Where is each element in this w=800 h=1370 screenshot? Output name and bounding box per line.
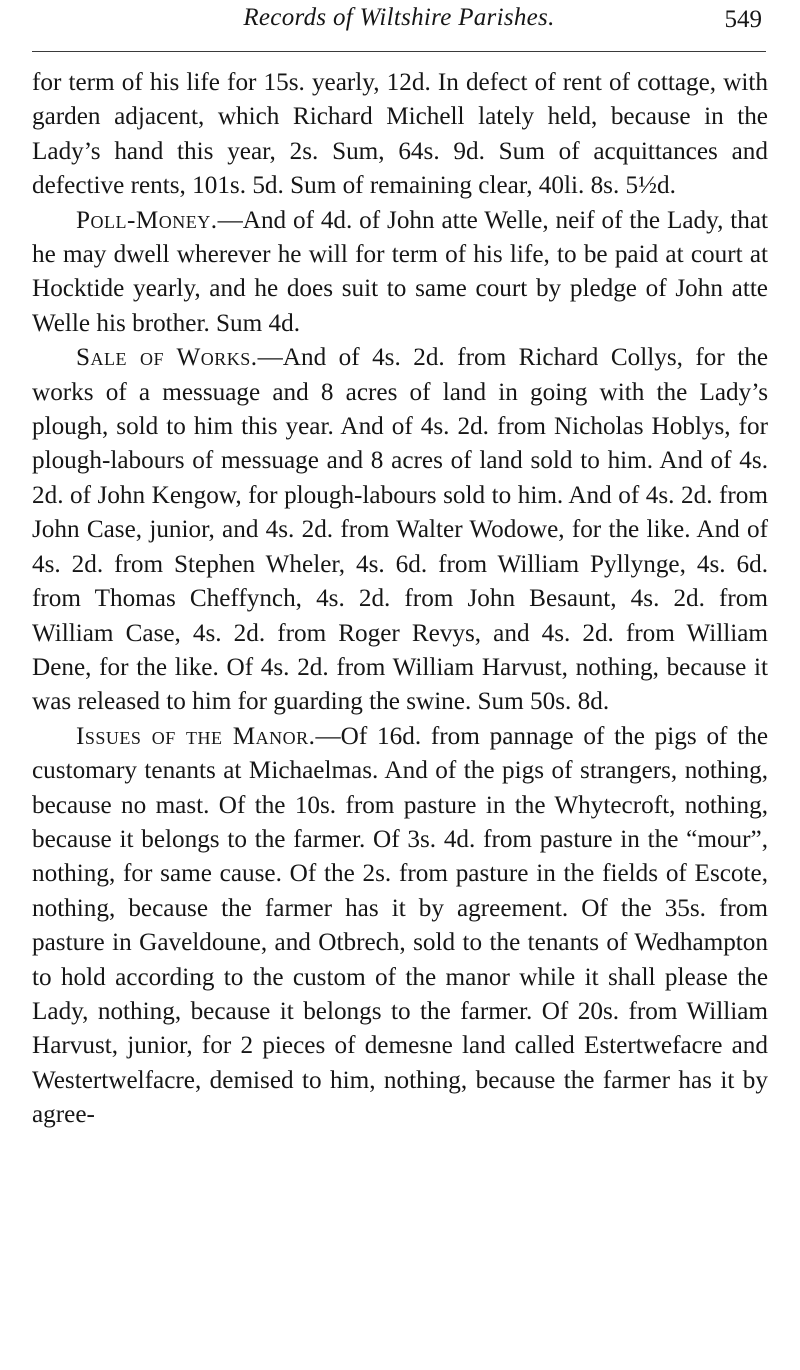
paragraph-text: for term of his life for 15s. yearly, 12d. In defect of rent of cottage, with garden adjacent, which Richard Michell lately held, because in the Lady’s hand this year, 2s. Sum, 64s. 9d. Sum of acquittances and defective rents, 101s. 5d. Sum of remaining clear, 40li. 8s. 5½d. — [32, 69, 768, 200]
section-heading-sale-of-works: Sale of Works. — [76, 344, 258, 372]
paragraph-text: —Of 16d. from pannage of the pigs of the customary tenants at Michaelmas. And of the pigs of strangers, nothing, because no mast. Of the 10s. from pasture in the Whytecroft, nothing, because it belongs to the farmer. Of 3s. 4d. from pasture in the “mour”, nothing, for same cause. Of the 2s. from pasture in the fields of Escote, nothing, because the farmer has it by agreement. Of the 35s. from pasture in Gaveldoune, and Otbrech, sold to the tenants of Wedhampton to hold according to the custom of the manor while it shall please the Lady, nothing, because it belongs to the farmer. Of 20s. from William Harvust, junior, for 2 pieces of demesne land called Estertwefacre and Westertwelfacre, demised to him, nothing, because the farmer has it by agree- — [32, 722, 769, 1129]
paragraph-text: —And of 4d. of John atte Welle, neif of the Lady, that he may dwell wherever he will for term of his life, to be paid at court at Hocktide yearly, and he does suit to same court by pledge of John atte Welle his brother. Sum 4d. — [32, 206, 768, 337]
page-number: 549 — [724, 6, 762, 33]
body-text — [32, 66, 768, 1133]
running-title: Records of Wiltshire Parishes. — [243, 4, 555, 31]
paragraph-sale-of-works — [32, 341, 768, 719]
section-heading-poll-money: Poll-Money. — [76, 206, 218, 234]
header-rule — [32, 51, 766, 52]
paragraph-poll-money — [32, 204, 768, 342]
paragraph-issues-of-the-manor — [32, 720, 768, 1133]
paragraph-text: —And of 4s. 2d. from Richard Collys, for the works of a messuage and 8 acres of land in going with the Lady’s plough, sold to him this year. And of 4s. 2d. from Nicholas Hoblys, for plough-labours of messuage and 8 acres of land sold to him. And of 4s. 2d. of John Kengow, for plough-labours sold to him. And of 4s. 2d. from John Case, junior, and 4s. 2d. from Walter Wodowe, for the like. And of 4s. 2d. from Stephen Wheler, 4s. 6d. from William Pyllynge, 4s. 6d. from Thomas Cheffynch, 4s. 2d. from John Besaunt, 4s. 2d. from William Case, 4s. 2d. from Roger Revys, and 4s. 2d. from William Dene, for the like. Of 4s. 2d. from William Harvust, nothing, because it was released to him for guarding the swine. Sum 50s. 8d. — [32, 344, 769, 716]
paragraph-continuation — [32, 66, 768, 204]
page-header — [32, 0, 766, 50]
section-heading-issues-of-the-manor: Issues of the Manor. — [76, 722, 316, 750]
